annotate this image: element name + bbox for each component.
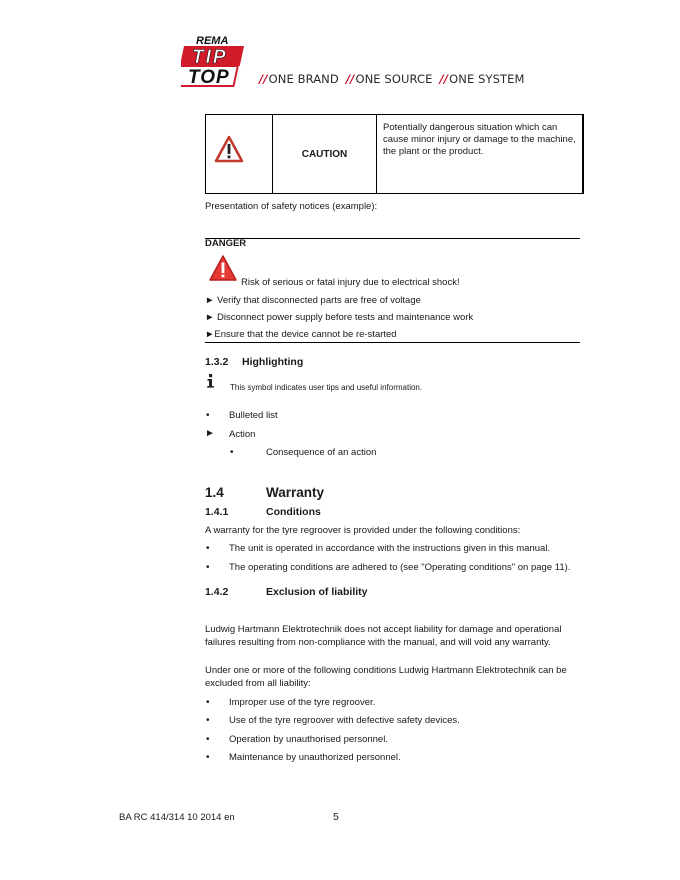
presentation-caption: Presentation of safety notices (example):: [205, 201, 378, 212]
condition-item-1: The unit is operated in accordance with the instructions given in this manual.: [229, 543, 551, 554]
danger-action-2: ► Disconnect power supply before tests and maintenance work: [205, 312, 474, 323]
footer-page-number: 5: [333, 811, 339, 823]
tagline-slashes: //: [345, 72, 355, 86]
rema-tip-top-logo: [181, 32, 253, 88]
danger-box-bottom-rule: [205, 342, 580, 343]
logo-text-tip: TIP: [192, 47, 228, 68]
section-number-1-4-2: 1.4.2: [205, 586, 229, 598]
caution-description: Potentially dangerous situation which can cause minor injury or damage to the machine, the plant or the product.: [377, 115, 584, 194]
tagline-one-system: ONE SYSTEM: [449, 72, 525, 86]
danger-box-top-rule: [205, 238, 580, 239]
consequence-marker: •: [230, 447, 234, 458]
action-marker: ►: [205, 428, 215, 439]
danger-risk-text: Risk of serious or fatal injury due to electrical shock!: [241, 277, 460, 288]
section-title-highlighting: Highlighting: [242, 356, 304, 368]
bullet-marker: •: [206, 562, 210, 573]
bulleted-list-item: Bulleted list: [229, 410, 278, 421]
exclusion-paragraph-1: Ludwig Hartmann Elektrotechnik does not accept liability for damage and operational failures resulting from non-compliance with the manual, and will void any warranty.: [205, 624, 562, 648]
tagline-slashes: //: [439, 72, 449, 86]
bullet-marker: •: [206, 715, 210, 726]
exclusion-item-2: Use of the tyre regroover with defective safety devices.: [229, 715, 460, 726]
bullet-marker: •: [206, 410, 210, 421]
consequence-item: Consequence of an action: [266, 447, 377, 458]
section-number-1-3-2: 1.3.2: [205, 356, 229, 368]
caution-icon-cell: [206, 115, 273, 194]
tagline-slashes: //: [259, 72, 268, 86]
danger-warning-icon: [208, 254, 238, 282]
logo-text-rema: REMA: [196, 35, 229, 47]
section-title-warranty: Warranty: [266, 485, 325, 500]
action-item: Action: [229, 429, 256, 440]
bullet-marker: •: [206, 734, 210, 745]
section-title-exclusion: Exclusion of liability: [266, 586, 368, 598]
logo-text-top: TOP: [188, 67, 230, 88]
brand-tagline: [259, 72, 525, 86]
exclusion-paragraph-2: Under one or more of the following conditions Ludwig Hartmann Elektrotechnik can be excluded from all liability:: [205, 665, 567, 689]
exclusion-item-1: Improper use of the tyre regroover.: [229, 697, 376, 708]
bullet-marker: •: [206, 697, 210, 708]
caution-label: CAUTION: [273, 115, 377, 194]
tagline-one-source: ONE SOURCE: [355, 72, 433, 86]
info-text: This symbol indicates user tips and useful information.: [230, 383, 423, 392]
section-title-conditions: Conditions: [266, 506, 321, 518]
exclusion-item-4: Maintenance by unauthorized personnel.: [229, 752, 401, 763]
section-number-1-4: 1.4: [205, 485, 224, 500]
info-icon: [206, 374, 215, 388]
danger-action-1: ► Verify that disconnected parts are free of voltage: [205, 295, 421, 306]
bullet-marker: •: [206, 543, 210, 554]
tagline-one-brand: ONE BRAND: [268, 72, 339, 86]
warning-triangle-icon: [214, 135, 244, 163]
conditions-intro: A warranty for the tyre regroover is provided under the following conditions:: [205, 525, 521, 536]
section-number-1-4-1: 1.4.1: [205, 506, 229, 518]
caution-table: [205, 114, 584, 194]
exclusion-item-3: Operation by unauthorised personnel.: [229, 734, 388, 745]
danger-title: DANGER: [205, 238, 247, 249]
bullet-marker: •: [206, 752, 210, 763]
condition-item-2: The operating conditions are adhered to (see "Operating conditions" on page 11).: [229, 562, 571, 573]
danger-action-3: ►Ensure that the device cannot be re-started: [205, 329, 397, 340]
footer-doc-ref: BA RC 414/314 10 2014 en: [119, 812, 235, 823]
